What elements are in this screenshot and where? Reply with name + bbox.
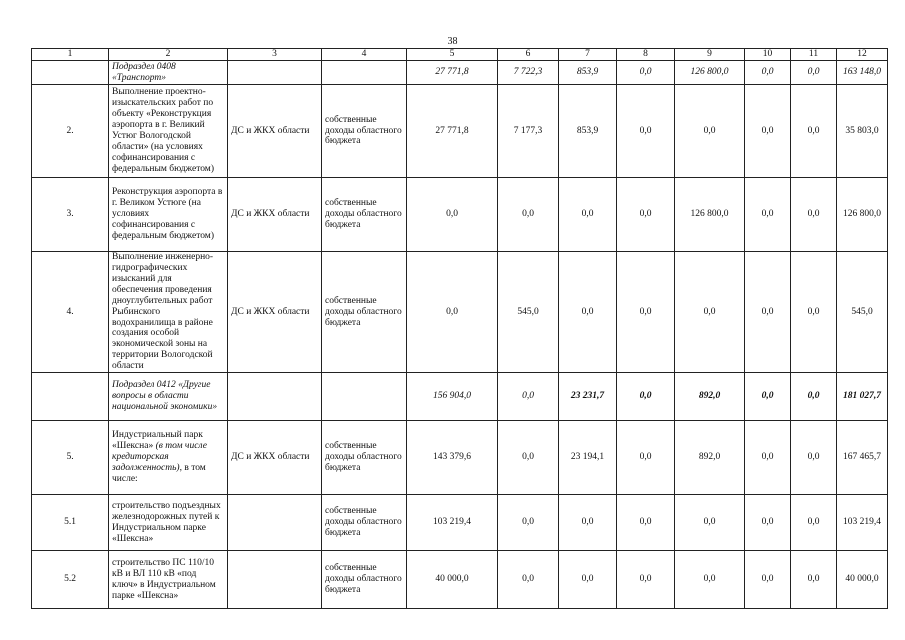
section-title: Подраздел 0408 «Транспорт» bbox=[109, 61, 228, 85]
value-cell: 0,0 bbox=[745, 61, 791, 85]
column-number: 2 bbox=[109, 49, 228, 61]
value-cell: 0,0 bbox=[617, 85, 675, 178]
value-cell: 126 800,0 bbox=[675, 178, 745, 252]
value-cell: 0,0 bbox=[559, 495, 617, 551]
section-row-other-economy bbox=[32, 373, 888, 421]
value-cell: 163 148,0 bbox=[837, 61, 888, 85]
value-cell: 0,0 bbox=[559, 252, 617, 373]
value-cell: 126 800,0 bbox=[675, 61, 745, 85]
executor bbox=[228, 551, 322, 609]
column-number: 11 bbox=[791, 49, 837, 61]
funding-source: собственные доходы областного бюджета bbox=[322, 495, 407, 551]
value-cell: 0,0 bbox=[791, 252, 837, 373]
item-name-italic: (в том числе кредиторская задолженность) bbox=[112, 441, 208, 474]
table-row bbox=[32, 178, 888, 252]
value-cell: 0,0 bbox=[745, 421, 791, 495]
value-cell: 0,0 bbox=[745, 373, 791, 421]
row-index: 3. bbox=[32, 178, 109, 252]
value-cell: 0,0 bbox=[745, 252, 791, 373]
row-index: 2. bbox=[32, 85, 109, 178]
budget-table bbox=[31, 48, 888, 609]
value-cell: 0,0 bbox=[791, 85, 837, 178]
value-cell: 0,0 bbox=[617, 373, 675, 421]
item-name: Выполнение инженерно-гидрографических изысканий для обеспечения проведения дноуглубительных работ Рыбинского водохранилища в районе создания особой экономической зоны на территории Вологодской области bbox=[109, 252, 228, 373]
value-cell: 0,0 bbox=[498, 373, 559, 421]
value-cell: 0,0 bbox=[675, 85, 745, 178]
executor: ДС и ЖКХ области bbox=[228, 85, 322, 178]
value-cell: 0,0 bbox=[791, 373, 837, 421]
value-cell: 35 803,0 bbox=[837, 85, 888, 178]
value-cell: 0,0 bbox=[617, 421, 675, 495]
value-cell: 40 000,0 bbox=[407, 551, 498, 609]
column-number: 1 bbox=[32, 49, 109, 61]
value-cell: 0,0 bbox=[498, 178, 559, 252]
item-name: Реконструкция аэропорта в г. Великом Устюге (на условиях софинансирования с федеральным бюджетом) bbox=[109, 178, 228, 252]
value-cell: 23 231,7 bbox=[559, 373, 617, 421]
column-number: 6 bbox=[498, 49, 559, 61]
item-name: Выполнение проектно-изыскательских работ по объекту «Реконструкция аэропорта в г. Великий Устюг Вологодской области» (на условиях софинансирования с федеральным бюджетом) bbox=[109, 85, 228, 178]
value-cell: 0,0 bbox=[407, 252, 498, 373]
item-name-tail: , в том числе: bbox=[112, 463, 206, 485]
column-number-row bbox=[32, 49, 888, 61]
item-name: строительство подъездных железнодорожных путей к Индустриальном парке «Шексна» bbox=[109, 495, 228, 551]
value-cell: 0,0 bbox=[791, 495, 837, 551]
value-cell: 0,0 bbox=[617, 61, 675, 85]
value-cell: 40 000,0 bbox=[837, 551, 888, 609]
value-cell: 0,0 bbox=[617, 551, 675, 609]
row-index: 5. bbox=[32, 421, 109, 495]
section-title: Подраздел 0412 «Другие вопросы в области национальной экономики» bbox=[109, 373, 228, 421]
value-cell: 0,0 bbox=[675, 551, 745, 609]
column-number: 10 bbox=[745, 49, 791, 61]
value-cell: 0,0 bbox=[745, 495, 791, 551]
value-cell: 27 771,8 bbox=[407, 85, 498, 178]
value-cell: 892,0 bbox=[675, 373, 745, 421]
value-cell: 0,0 bbox=[498, 551, 559, 609]
page-number: 38 bbox=[447, 36, 458, 47]
funding-source: собственные доходы областного бюджета bbox=[322, 252, 407, 373]
value-cell: 27 771,8 bbox=[407, 61, 498, 85]
value-cell: 0,0 bbox=[407, 178, 498, 252]
value-cell: 23 194,1 bbox=[559, 421, 617, 495]
value-cell: 892,0 bbox=[675, 421, 745, 495]
table-row bbox=[32, 252, 888, 373]
executor: ДС и ЖКХ области bbox=[228, 178, 322, 252]
item-name bbox=[109, 421, 228, 495]
row-index: 5.2 bbox=[32, 551, 109, 609]
row-index: 5.1 bbox=[32, 495, 109, 551]
value-cell: 167 465,7 bbox=[837, 421, 888, 495]
column-number: 9 bbox=[675, 49, 745, 61]
column-number: 8 bbox=[617, 49, 675, 61]
value-cell: 0,0 bbox=[791, 61, 837, 85]
value-cell: 181 027,7 bbox=[837, 373, 888, 421]
value-cell: 0,0 bbox=[675, 495, 745, 551]
value-cell: 853,9 bbox=[559, 85, 617, 178]
value-cell: 7 722,3 bbox=[498, 61, 559, 85]
table-row bbox=[32, 85, 888, 178]
value-cell: 0,0 bbox=[498, 421, 559, 495]
value-cell: 7 177,3 bbox=[498, 85, 559, 178]
funding-source: собственные доходы областного бюджета bbox=[322, 551, 407, 609]
funding-source: собственные доходы областного бюджета bbox=[322, 178, 407, 252]
value-cell: 853,9 bbox=[559, 61, 617, 85]
item-name: строительство ПС 110/10 кВ и ВЛ 110 кВ «под ключ» в Индустриальном парке «Шексна» bbox=[109, 551, 228, 609]
value-cell: 0,0 bbox=[559, 178, 617, 252]
value-cell: 103 219,4 bbox=[837, 495, 888, 551]
column-number: 12 bbox=[837, 49, 888, 61]
table-row bbox=[32, 421, 888, 495]
column-number: 4 bbox=[322, 49, 407, 61]
value-cell: 0,0 bbox=[745, 85, 791, 178]
value-cell: 0,0 bbox=[617, 178, 675, 252]
item-name-plain: Индустриальный парк «Шексна» bbox=[112, 430, 203, 452]
value-cell: 0,0 bbox=[617, 495, 675, 551]
executor: ДС и ЖКХ области bbox=[228, 252, 322, 373]
row-index: 4. bbox=[32, 252, 109, 373]
value-cell: 156 904,0 bbox=[407, 373, 498, 421]
value-cell: 0,0 bbox=[791, 421, 837, 495]
executor: ДС и ЖКХ области bbox=[228, 421, 322, 495]
funding-source: собственные доходы областного бюджета bbox=[322, 85, 407, 178]
column-number: 7 bbox=[559, 49, 617, 61]
table-row bbox=[32, 495, 888, 551]
value-cell: 103 219,4 bbox=[407, 495, 498, 551]
value-cell: 0,0 bbox=[559, 551, 617, 609]
executor bbox=[228, 495, 322, 551]
value-cell: 126 800,0 bbox=[837, 178, 888, 252]
value-cell: 0,0 bbox=[791, 178, 837, 252]
section-row-transport bbox=[32, 61, 888, 85]
value-cell: 0,0 bbox=[791, 551, 837, 609]
value-cell: 0,0 bbox=[675, 252, 745, 373]
value-cell: 0,0 bbox=[745, 178, 791, 252]
value-cell: 0,0 bbox=[498, 495, 559, 551]
value-cell: 0,0 bbox=[745, 551, 791, 609]
value-cell: 545,0 bbox=[498, 252, 559, 373]
value-cell: 545,0 bbox=[837, 252, 888, 373]
funding-source: собственные доходы областного бюджета bbox=[322, 421, 407, 495]
value-cell: 143 379,6 bbox=[407, 421, 498, 495]
column-number: 3 bbox=[228, 49, 322, 61]
column-number: 5 bbox=[407, 49, 498, 61]
value-cell: 0,0 bbox=[617, 252, 675, 373]
table-row bbox=[32, 551, 888, 609]
